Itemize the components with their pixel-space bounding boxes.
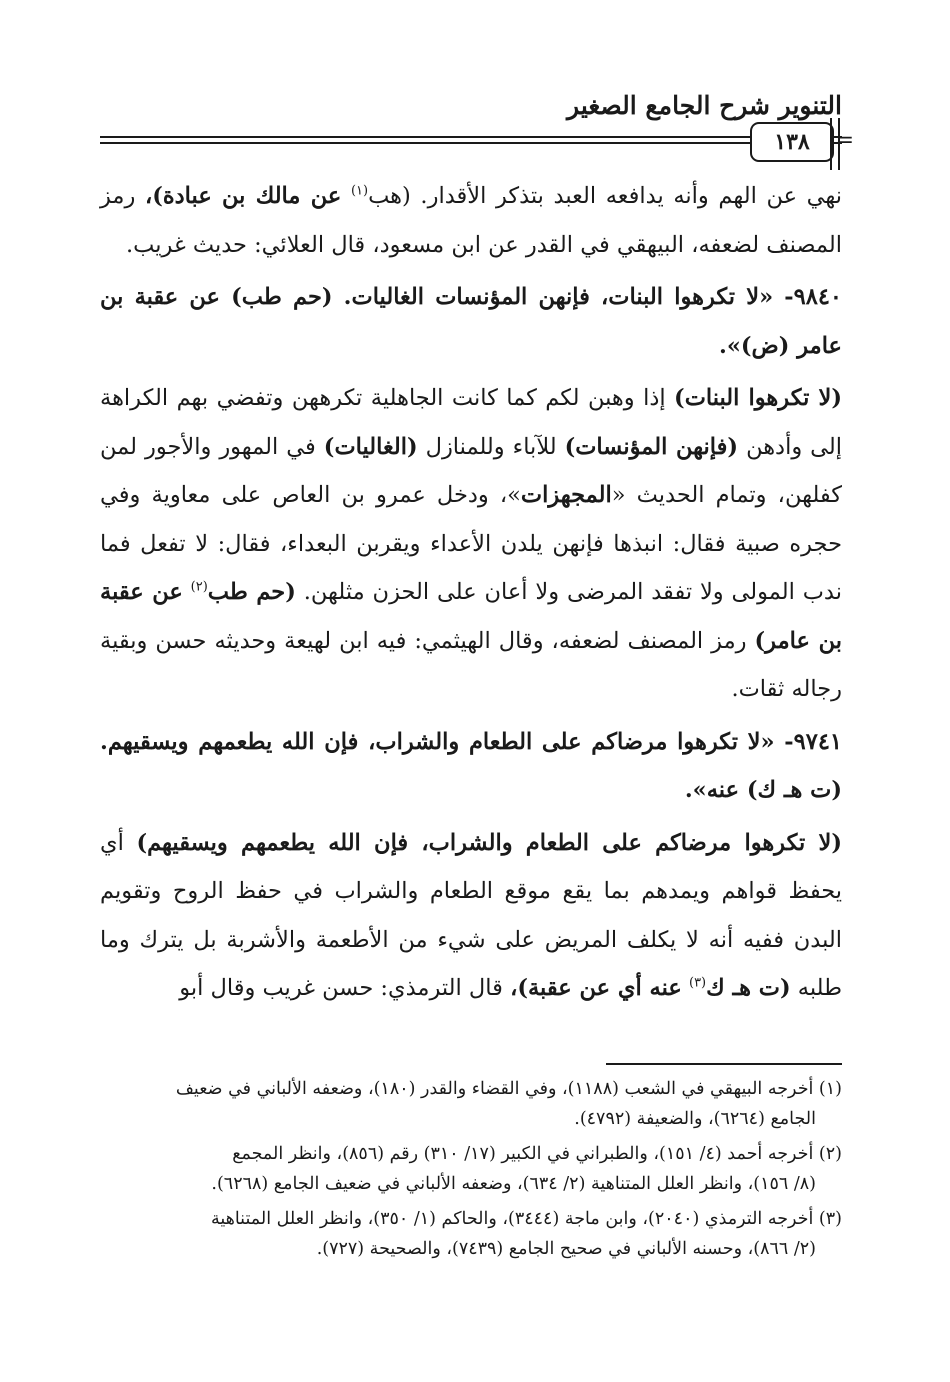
bold-run: عن عقبة بن عامر) — [100, 579, 842, 654]
paragraph-commentary-3 — [100, 819, 842, 1013]
header-marker: = — [835, 128, 854, 153]
main-text — [100, 172, 842, 1013]
footnote-line: (١) أخرجه البيهقي في الشعب (١١٨٨)، وفي القضاء والقدر (١٨٠)، وضعفه الألباني في ضعيف — [175, 1079, 842, 1099]
paragraph-commentary-2 — [100, 374, 842, 714]
text-run: للآباء وللمنازل — [425, 433, 557, 460]
footnote-separator — [606, 1063, 842, 1065]
footnote-ref-3: (٣) — [688, 975, 707, 991]
header-rule — [100, 128, 842, 168]
text-run: رمز المصنف لضعفه، وقال الهيثمي: فيه ابن لهيعة وحديثه حسن وبقية رجاله ثقات. — [100, 627, 842, 702]
footnote-ref-1: (١) — [350, 183, 369, 199]
header-rule-line-bottom — [100, 142, 842, 144]
text-run: إذا وهبن لكم كما كانت الجاهلية تكرههن وتفضي بهم الكراهة إلى وأدهن — [100, 385, 843, 460]
bold-run: عن مالك بن عبادة)، — [144, 183, 342, 209]
footnote-1 — [100, 1074, 842, 1134]
text-run: أي يحفظ قواهم ويمدهم بما يقع موقع الطعام والشراب في حفظ الروح وتقويم البدن ففيه أنه لا يكلف المريض على شيء من الأطعمة والأشربة بل يترك وما طلبه — [100, 829, 842, 1001]
text-run: »، ودخل عمرو بن العاص على معاوية وفي حجره صبية فقال: انبذها فإنهن يلدن الأعداء ويقربن البعداء، فقال: لا تفعل فما ندب المولى ولا تفقد المرضى ولا أعان على الحزن مثلهن. — [100, 482, 842, 605]
bold-run: المجهزات — [520, 482, 612, 508]
hadith-9840: ٩٨٤٠- «لا تكرهوا البنات، فإنهن المؤنسات الغاليات. (حم طب) عن عقبة بن عامر (ض)». — [100, 284, 842, 359]
bold-run: (ت هـ ك — [706, 975, 791, 1001]
bold-run: عنه أي عن عقبة)، — [510, 975, 682, 1001]
footnote-line: الجامع (٦٢٦٤)، والضعيفة (٤٧٩٢). — [574, 1109, 816, 1129]
text-run: قال الترمذي: حسن غريب وقال أبو — [179, 975, 503, 1001]
footnote-line: (٣) أخرجه الترمذي (٢٠٤٠)، وابن ماجة (٣٤٤٤)، والحاكم (١/ ٣٥٠)، وانظر العلل المتناهية — [210, 1209, 842, 1229]
bold-run: (الغاليات) — [323, 433, 418, 460]
bold-run: (لا تكرهوا البنات) — [674, 385, 842, 411]
bold-run: (لا تكرهوا مرضاكم على الطعام والشراب، فإن الله يطعمهم ويسقيهم) — [136, 829, 842, 856]
text-run: في المهور والأجور لمن كفلهن، وتمام الحديث « — [100, 433, 842, 508]
footnote-line: (٨/ ١٥٦)، وانظر العلل المتناهية (٢/ ٦٣٤)، وضعفه الألباني في ضعيف الجامع (٦٢٦٨). — [211, 1174, 816, 1194]
footnote-3 — [100, 1204, 842, 1264]
footnote-line: (٢) أخرجه أحمد (٤/ ١٥١)، والطبراني في الكبير (١٧/ ٣١٠) رقم (٨٥٦)، وانظر المجمع — [232, 1144, 842, 1164]
footnotes — [100, 1074, 842, 1269]
footnote-ref-2: (٢) — [190, 579, 208, 595]
paragraph-commentary-1 — [100, 172, 842, 269]
hadith-9741: ٩٧٤١- «لا تكرهوا مرضاكم على الطعام والشراب، فإن الله يطعمهم ويسقيهم. (ت هـ ك) عنه». — [100, 728, 842, 803]
bold-run: (حم طب — [207, 579, 296, 605]
bold-run: (فإنهن المؤنسات) — [564, 433, 739, 460]
running-title: التنوير شرح الجامع الصغير — [567, 91, 842, 120]
page-number: ١٣٨ — [750, 122, 834, 162]
footnote-line: (٢/ ٨٦٦)، وحسنه الألباني في صحيح الجامع (٧٤٣٩)، والصحيحة (٧٢٧). — [316, 1239, 816, 1259]
header-rule-line-top — [100, 136, 842, 138]
footnote-2 — [100, 1139, 842, 1199]
text-run: رمز المصنف لضعفه، البيهقي في القدر عن ابن مسعود، قال العلائي: حديث غريب. — [100, 183, 842, 258]
text-run: نهي عن الهم وأنه يدافعه العبد بتذكر الأقدار. (هب — [368, 183, 843, 209]
